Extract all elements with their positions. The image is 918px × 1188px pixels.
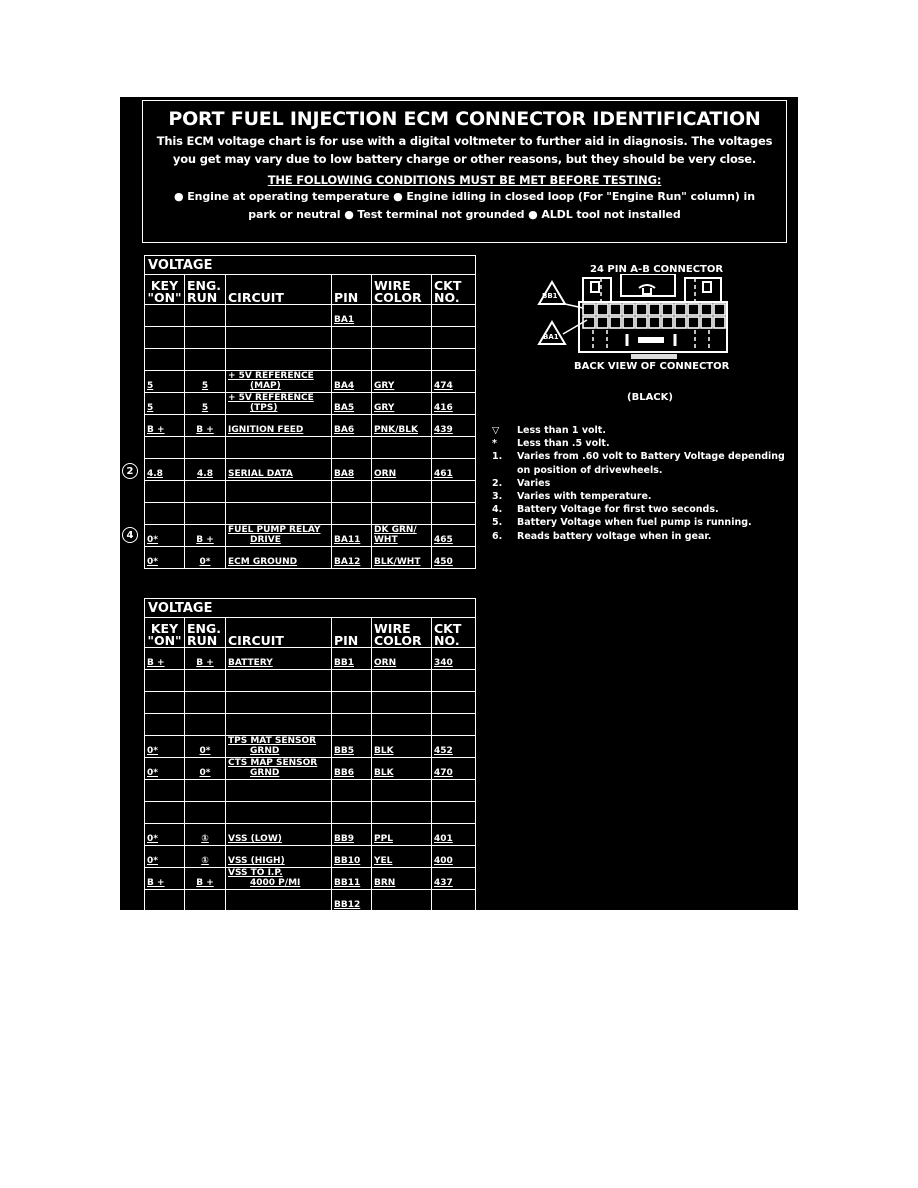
cell-ckt-no	[432, 670, 476, 692]
cell-eng-run: 4.8	[185, 459, 226, 481]
cell-circuit	[226, 780, 332, 802]
cell-pin	[332, 692, 372, 714]
note-2-marker: 2	[122, 463, 138, 479]
table-row	[145, 736, 476, 758]
legend-item	[492, 424, 787, 437]
cell-key-on	[145, 437, 185, 459]
cell-eng-run: 0*	[185, 736, 226, 758]
cell-ckt-no	[432, 327, 476, 349]
cell-circuit	[226, 670, 332, 692]
cell-ckt-no: 452	[432, 736, 476, 758]
table-row	[145, 371, 476, 393]
col-pin: PIN	[332, 275, 372, 305]
cell-ckt-no: 400	[432, 846, 476, 868]
cell-wire-color: GRY	[372, 393, 432, 415]
cell-pin: BA11	[332, 525, 372, 547]
cell-key-on: B +	[145, 868, 185, 890]
cell-eng-run: 0*	[185, 758, 226, 780]
cell-pin	[332, 437, 372, 459]
cell-circuit	[226, 327, 332, 349]
note-4-marker: 4	[122, 527, 138, 543]
cell-pin: BB6	[332, 758, 372, 780]
label-ba1: BA1	[543, 333, 559, 341]
cell-ckt-no: 474	[432, 371, 476, 393]
table-row	[145, 305, 476, 327]
cell-ckt-no: 470	[432, 758, 476, 780]
cell-key-on	[145, 305, 185, 327]
cell-ckt-no: 461	[432, 459, 476, 481]
cell-key-on: 5	[145, 393, 185, 415]
legend-item	[492, 503, 787, 516]
cell-circuit	[226, 503, 332, 525]
connector-diagram-icon	[535, 274, 735, 364]
cell-eng-run	[185, 780, 226, 802]
page-title: PORT FUEL INJECTION ECM CONNECTOR IDENTIFICATION	[168, 108, 761, 130]
cell-wire-color	[372, 714, 432, 736]
connector-caption: BACK VIEW OF CONNECTOR	[574, 361, 730, 372]
description-line-2: you get may vary due to low battery charge or other reasons, but they should be very close.	[172, 152, 757, 166]
table-row	[145, 868, 476, 890]
table-row	[145, 670, 476, 692]
cell-ckt-no	[432, 890, 476, 912]
table-row	[145, 890, 476, 912]
legend-symbol: *	[492, 438, 497, 450]
legend	[492, 424, 787, 543]
cell-wire-color	[372, 802, 432, 824]
cell-ckt-no	[432, 437, 476, 459]
cell-eng-run	[185, 714, 226, 736]
cell-eng-run	[185, 305, 226, 327]
col-eng-run: ENG. RUN	[185, 275, 226, 305]
cell-wire-color	[372, 349, 432, 371]
cell-wire-color	[372, 670, 432, 692]
conditions-line-1: ● Engine at operating temperature ● Engine idling in closed loop (For "Engine Run" column) in	[174, 190, 755, 203]
cell-circuit: IGNITION FEED	[226, 415, 332, 437]
legend-symbol: 4.	[492, 504, 503, 516]
cell-ckt-no	[432, 305, 476, 327]
cell-ckt-no: 340	[432, 648, 476, 670]
cell-circuit	[226, 692, 332, 714]
legend-symbol: ▽	[492, 425, 500, 436]
table-row	[145, 327, 476, 349]
cell-circuit	[226, 890, 332, 912]
conditions-line-2: park or neutral ● Test terminal not grounded ● ALDL tool not installed	[248, 208, 681, 221]
cell-circuit: ECM GROUND	[226, 547, 332, 569]
legend-text: Battery Voltage when fuel pump is running.	[517, 517, 752, 529]
voltage-header: VOLTAGE	[145, 599, 476, 618]
cell-wire-color: BLK	[372, 758, 432, 780]
cell-wire-color: PNK/BLK	[372, 415, 432, 437]
cell-eng-run	[185, 802, 226, 824]
cell-key-on: 0*	[145, 736, 185, 758]
col-ckt-no: CKT NO.	[432, 275, 476, 305]
cell-wire-color: GRY	[372, 371, 432, 393]
cell-circuit	[226, 802, 332, 824]
cell-pin: BB12	[332, 890, 372, 912]
cell-circuit: TPS MAT SENSOR GRND	[226, 736, 332, 758]
cell-wire-color	[372, 437, 432, 459]
cell-circuit	[226, 305, 332, 327]
cell-wire-color	[372, 780, 432, 802]
col-circuit: CIRCUIT	[226, 618, 332, 648]
table-row	[145, 459, 476, 481]
cell-pin: BA5	[332, 393, 372, 415]
cell-ckt-no	[432, 503, 476, 525]
table-row	[145, 481, 476, 503]
cell-wire-color	[372, 503, 432, 525]
table-row	[145, 415, 476, 437]
cell-eng-run	[185, 481, 226, 503]
cell-wire-color: PPL	[372, 824, 432, 846]
cell-circuit: FUEL PUMP RELAY DRIVE	[226, 525, 332, 547]
cell-ckt-no	[432, 481, 476, 503]
cell-key-on: B +	[145, 648, 185, 670]
cell-circuit	[226, 714, 332, 736]
cell-circuit: + 5V REFERENCE (MAP)	[226, 371, 332, 393]
cell-circuit	[226, 481, 332, 503]
table-row	[145, 393, 476, 415]
cell-ckt-no: 439	[432, 415, 476, 437]
table-row	[145, 648, 476, 670]
table-row	[145, 846, 476, 868]
cell-circuit: VSS TO I.P. 4000 P/MI	[226, 868, 332, 890]
cell-wire-color	[372, 481, 432, 503]
cell-pin: BA8	[332, 459, 372, 481]
cell-key-on	[145, 890, 185, 912]
cell-circuit: SERIAL DATA	[226, 459, 332, 481]
cell-ckt-no	[432, 692, 476, 714]
legend-symbol: 2.	[492, 477, 503, 489]
cell-circuit: CTS MAP SENSOR GRND	[226, 758, 332, 780]
cell-eng-run: B +	[185, 415, 226, 437]
cell-ckt-no: 401	[432, 824, 476, 846]
cell-ckt-no: 416	[432, 393, 476, 415]
legend-symbol: 5.	[492, 517, 503, 529]
cell-pin: BB10	[332, 846, 372, 868]
connector-title: 24 PIN A-B CONNECTOR	[590, 264, 724, 275]
cell-eng-run	[185, 327, 226, 349]
cell-key-on	[145, 670, 185, 692]
cell-wire-color	[372, 692, 432, 714]
cell-key-on	[145, 503, 185, 525]
label-bb1: BB1	[542, 292, 558, 300]
cell-eng-run: B +	[185, 525, 226, 547]
cell-wire-color	[372, 327, 432, 349]
cell-wire-color: BRN	[372, 868, 432, 890]
cell-pin	[332, 802, 372, 824]
cell-key-on	[145, 714, 185, 736]
legend-symbol: 1.	[492, 451, 503, 463]
legend-text: Varies from .60 volt to Battery Voltage depending on position of drivewheels.	[517, 451, 785, 476]
cell-eng-run: 0*	[185, 547, 226, 569]
legend-item	[492, 490, 787, 503]
cell-pin: BA12	[332, 547, 372, 569]
cell-wire-color	[372, 890, 432, 912]
col-pin: PIN	[332, 618, 372, 648]
cell-pin	[332, 714, 372, 736]
legend-text: Less than .5 volt.	[517, 438, 610, 450]
description-line-1: This ECM voltage chart is for use with a digital voltmeter to further aid in diagnosis. The voltages	[156, 134, 773, 148]
legend-text: Reads battery voltage when in gear.	[517, 530, 712, 542]
cell-pin	[332, 481, 372, 503]
cell-pin	[332, 503, 372, 525]
table-row	[145, 547, 476, 569]
cell-key-on	[145, 349, 185, 371]
cell-pin: BB11	[332, 868, 372, 890]
voltage-table-b	[144, 598, 476, 912]
cell-ckt-no: 465	[432, 525, 476, 547]
cell-wire-color: ORN	[372, 459, 432, 481]
table-row	[145, 692, 476, 714]
cell-eng-run: 5	[185, 371, 226, 393]
cell-key-on	[145, 692, 185, 714]
table-row	[145, 714, 476, 736]
legend-text: Battery Voltage for first two seconds.	[517, 504, 719, 516]
voltage-header: VOLTAGE	[145, 256, 476, 275]
legend-symbol: 6.	[492, 530, 503, 542]
cell-key-on	[145, 327, 185, 349]
cell-key-on	[145, 780, 185, 802]
cell-wire-color: BLK	[372, 736, 432, 758]
col-eng-run: ENG. RUN	[185, 618, 226, 648]
table-row	[145, 780, 476, 802]
table-row	[145, 802, 476, 824]
cell-ckt-no	[432, 780, 476, 802]
voltage-table-a	[144, 255, 476, 569]
legend-item	[492, 516, 787, 529]
cell-wire-color: ORN	[372, 648, 432, 670]
cell-eng-run: ①	[185, 824, 226, 846]
cell-circuit: BATTERY	[226, 648, 332, 670]
legend-item	[492, 450, 787, 476]
cell-eng-run	[185, 349, 226, 371]
cell-wire-color	[372, 305, 432, 327]
table-row	[145, 525, 476, 547]
cell-ckt-no	[432, 349, 476, 371]
legend-symbol: 3.	[492, 491, 503, 503]
cell-ckt-no	[432, 714, 476, 736]
legend-item	[492, 530, 787, 543]
col-wire-color: WIRE COLOR	[372, 275, 432, 305]
col-ckt-no: CKT NO.	[432, 618, 476, 648]
col-key-on: KEY "ON"	[145, 618, 185, 648]
cell-ckt-no: 437	[432, 868, 476, 890]
cell-key-on: 0*	[145, 547, 185, 569]
cell-key-on	[145, 481, 185, 503]
cell-eng-run: B +	[185, 648, 226, 670]
cell-pin	[332, 349, 372, 371]
cell-pin: BA6	[332, 415, 372, 437]
cell-pin	[332, 670, 372, 692]
col-circuit: CIRCUIT	[226, 275, 332, 305]
cell-eng-run	[185, 503, 226, 525]
table-row	[145, 503, 476, 525]
cell-pin	[332, 327, 372, 349]
table-row	[145, 349, 476, 371]
cell-wire-color: BLK/WHT	[372, 547, 432, 569]
cell-wire-color: DK GRN/ WHT	[372, 525, 432, 547]
col-wire-color: WIRE COLOR	[372, 618, 432, 648]
cell-circuit: + 5V REFERENCE (TPS)	[226, 393, 332, 415]
cell-key-on: 0*	[145, 758, 185, 780]
cell-circuit	[226, 437, 332, 459]
cell-pin: BB1	[332, 648, 372, 670]
cell-pin	[332, 780, 372, 802]
cell-eng-run	[185, 437, 226, 459]
cell-ckt-no	[432, 802, 476, 824]
cell-pin: BB5	[332, 736, 372, 758]
cell-key-on: 0*	[145, 824, 185, 846]
legend-text: Varies with temperature.	[517, 491, 652, 503]
cell-circuit: VSS (HIGH)	[226, 846, 332, 868]
cell-pin: BB9	[332, 824, 372, 846]
cell-key-on: 4.8	[145, 459, 185, 481]
cell-circuit: VSS (LOW)	[226, 824, 332, 846]
legend-text: Less than 1 volt.	[517, 425, 606, 436]
cell-key-on: B +	[145, 415, 185, 437]
cell-key-on: 0*	[145, 846, 185, 868]
connector-color: (BLACK)	[627, 392, 673, 403]
conditions-title: THE FOLLOWING CONDITIONS MUST BE MET BEFORE TESTING:	[267, 173, 662, 187]
table-row	[145, 437, 476, 459]
table-row	[145, 824, 476, 846]
cell-key-on: 0*	[145, 525, 185, 547]
cell-key-on: 5	[145, 371, 185, 393]
table-row	[145, 758, 476, 780]
cell-eng-run	[185, 670, 226, 692]
cell-eng-run: ①	[185, 846, 226, 868]
cell-ckt-no: 450	[432, 547, 476, 569]
cell-eng-run: 5	[185, 393, 226, 415]
legend-item	[492, 477, 787, 490]
cell-pin: BA4	[332, 371, 372, 393]
legend-item	[492, 437, 787, 450]
cell-wire-color: YEL	[372, 846, 432, 868]
cell-pin: BA1	[332, 305, 372, 327]
cell-circuit	[226, 349, 332, 371]
legend-text: Varies	[517, 477, 551, 489]
cell-key-on	[145, 802, 185, 824]
cell-eng-run	[185, 890, 226, 912]
cell-eng-run: B +	[185, 868, 226, 890]
cell-eng-run	[185, 692, 226, 714]
col-key-on: KEY "ON"	[145, 275, 185, 305]
header-box	[142, 100, 787, 243]
